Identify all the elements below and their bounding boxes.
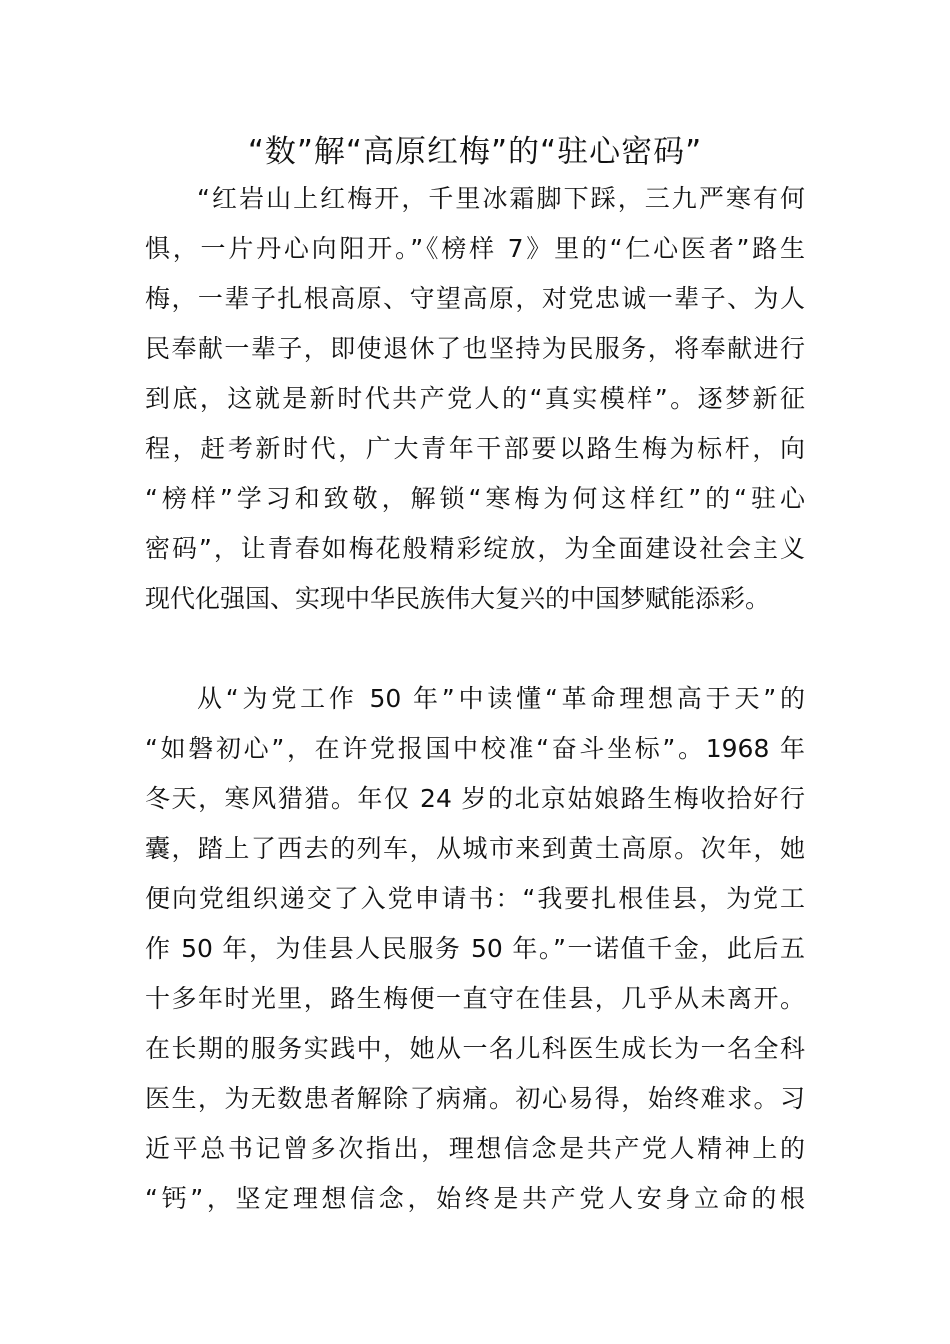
paragraph-line: 冬天，寒风猎猎。年仅 24 岁的北京姑娘路生梅收拾好行	[145, 784, 805, 813]
paragraph-line: 十多年时光里，路生梅便一直守在佳县，几乎从未离开。	[145, 984, 805, 1013]
document-title: “数”解“高原红梅”的“驻心密码”	[247, 134, 703, 170]
paragraph-line: “如磐初心”，在许党报国中校准“奋斗坐标”。1968 年	[145, 734, 805, 763]
paragraph-line: 便向党组织递交了入党申请书：“我要扎根佳县，为党工	[145, 884, 805, 913]
paragraph-line: 民奉献一辈子，即使退休了也坚持为民服务，将奉献进行	[145, 334, 805, 363]
paragraph-line: 梅，一辈子扎根高原、守望高原，对党忠诚一辈子、为人	[145, 284, 805, 313]
paragraph-line: 近平总书记曾多次指出，理想信念是共产党人精神上的	[145, 1134, 805, 1163]
paragraph-line: 医生，为无数患者解除了病痛。初心易得，始终难求。习	[145, 1084, 805, 1113]
paragraph-line: 惧，一片丹心向阳开。”《榜样 7》里的“仁心医者”路生	[145, 234, 805, 263]
paragraph-line: 囊，踏上了西去的列车，从城市来到黄土高原。次年，她	[145, 834, 805, 863]
paragraph-line: 现代化强国、实现中华民族伟大复兴的中国梦赋能添彩。	[145, 584, 771, 613]
paragraph-line: 到底，这就是新时代共产党人的“真实模样”。逐梦新征	[145, 384, 805, 413]
paragraph-line: 程，赶考新时代，广大青年干部要以路生梅为标杆，向	[145, 434, 805, 463]
paragraph-line: 在长期的服务实践中，她从一名儿科医生成长为一名全科	[145, 1034, 805, 1063]
paragraph-line: 作 50 年，为佳县人民服务 50 年。”一诺值千金，此后五	[145, 934, 805, 963]
paragraph-line: 从“为党工作 50 年”中读懂“革命理想高于天”的	[197, 684, 805, 713]
paragraph-line: “钙”，坚定理想信念，始终是共产党人安身立命的根	[145, 1184, 805, 1213]
paragraph-1	[145, 174, 805, 624]
paragraph-2	[145, 674, 805, 1224]
paragraph-line: “榜样”学习和致敬，解锁“寒梅为何这样红”的“驻心	[145, 484, 805, 513]
paragraph-line: “红岩山上红梅开，千里冰霜脚下踩，三九严寒有何	[197, 184, 805, 213]
paragraph-line: 密码”，让青春如梅花般精彩绽放，为全面建设社会主义	[145, 534, 805, 563]
